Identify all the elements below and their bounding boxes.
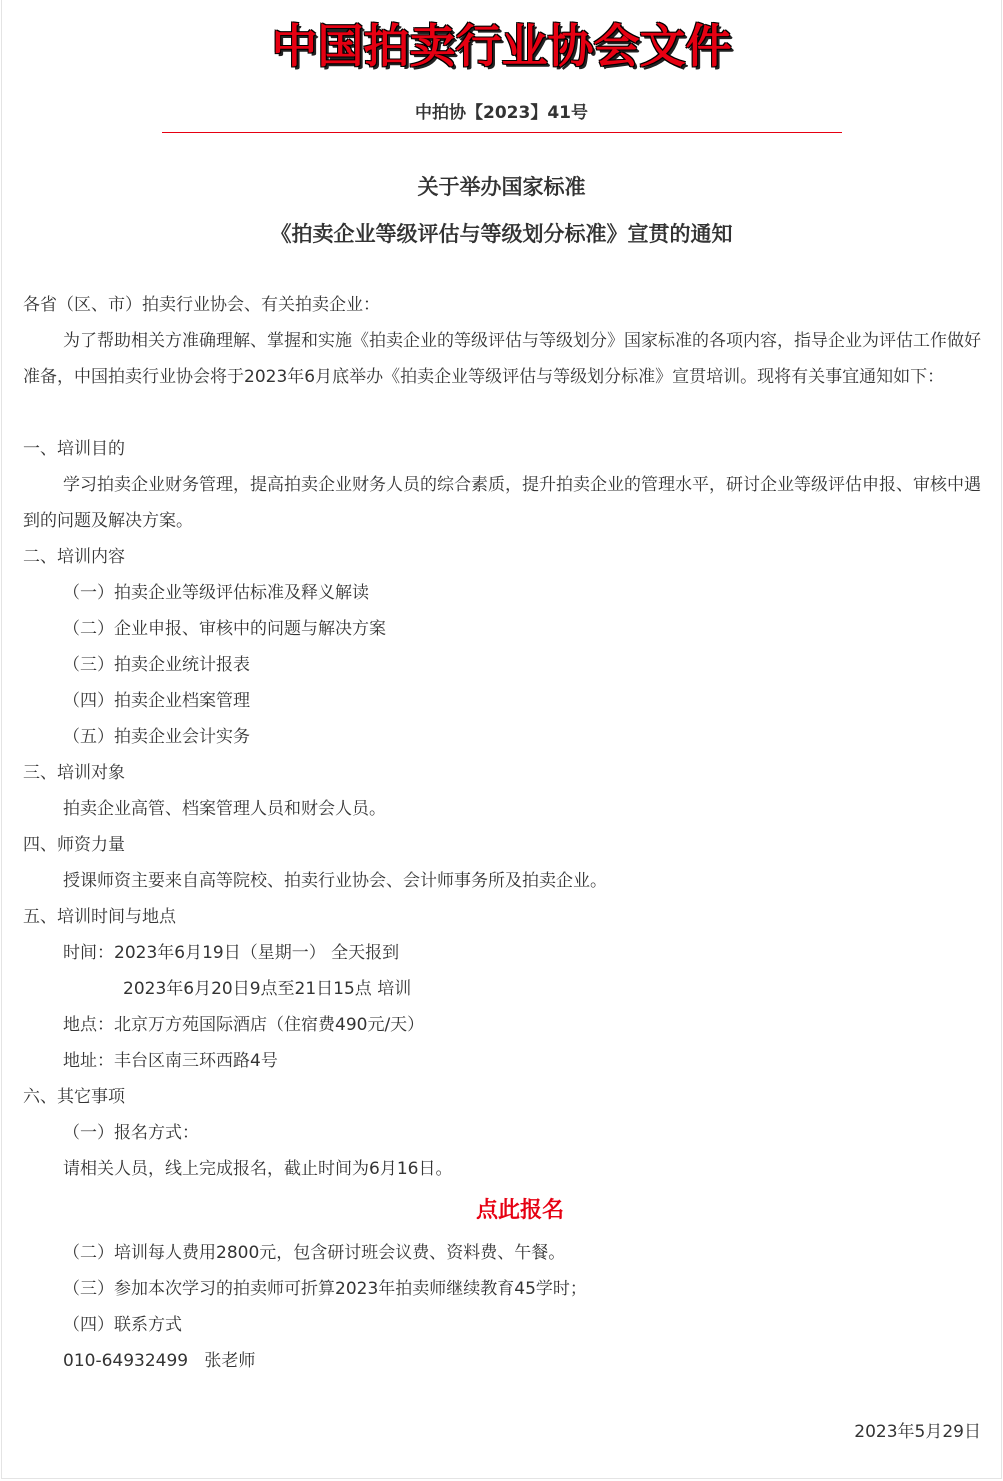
purpose-paragraph: 学习拍卖企业财务管理，提高拍卖企业财务人员的综合素质，提升拍卖企业的管理水平，研讨企业等级评估申报、审核中遇到的问题及解决方案。 — [23, 475, 981, 531]
contact-info: 010-64932499 张老师 — [63, 1351, 256, 1371]
intro-paragraph: 为了帮助相关方准确理解、掌握和实施《拍卖企业的等级评估与等级划分》国家标准的各项内容，指导企业为评估工作做好准备，中国拍卖行业协会将于2023年6月底举办《拍卖企业等级评估与等级划分标准》宣贯培训。现将有关事宜通知如下： — [23, 331, 981, 387]
issue-date: 2023年5月29日 — [854, 1422, 981, 1442]
faculty-text: 授课师资主要来自高等院校、拍卖行业协会、会计师事务所及拍卖企业。 — [63, 871, 607, 891]
content-item: （四）拍卖企业档案管理 — [63, 691, 250, 711]
content-item: （三）拍卖企业统计报表 — [63, 655, 250, 675]
address: 地址：丰台区南三环西路4号 — [63, 1051, 278, 1071]
credit-text: （三）参加本次学习的拍卖师可折算2023年拍卖师继续教育45学时； — [63, 1279, 587, 1299]
content-item: （一）拍卖企业等级评估标准及释义解读 — [63, 583, 369, 603]
audience-text: 拍卖企业高管、档案管理人员和财会人员。 — [63, 799, 386, 819]
section-heading-time-place: 五、培训时间与地点 — [23, 907, 176, 927]
signup-link[interactable]: 点此报名 — [475, 1198, 564, 1223]
notice-title-line2: 《拍卖企业等级评估与等级划分标准》宣贯的通知 — [270, 222, 733, 246]
time-training: 2023年6月20日9点至21日15点 培训 — [123, 979, 412, 999]
masthead-title: 中国拍卖行业协会文件 — [271, 19, 732, 73]
content-item: （二）企业申报、审核中的问题与解决方案 — [63, 619, 386, 639]
document-number: 中拍协【2023】41号 — [415, 103, 588, 123]
content-item: （五）拍卖企业会计实务 — [63, 727, 250, 747]
time-registration: 时间：2023年6月19日（星期一） 全天报到 — [63, 943, 400, 963]
section-heading-audience: 三、培训对象 — [23, 763, 125, 783]
registration-text: 请相关人员，线上完成报名，截止时间为6月16日。 — [63, 1159, 453, 1179]
section-heading-purpose: 一、培训目的 — [23, 439, 125, 459]
contact-label: （四）联系方式 — [63, 1315, 182, 1335]
notice-title-line1: 关于举办国家标准 — [417, 175, 586, 199]
salutation: 各省（区、市）拍卖行业协会、有关拍卖企业： — [23, 295, 380, 315]
venue: 地点：北京万方苑国际酒店（住宿费490元/天） — [63, 1015, 425, 1035]
registration-label: （一）报名方式： — [63, 1123, 199, 1143]
section-heading-content: 二、培训内容 — [23, 547, 125, 567]
section-heading-faculty: 四、师资力量 — [23, 835, 125, 855]
red-divider — [162, 132, 842, 133]
fee-text: （二）培训每人费用2800元，包含研讨班会议费、资料费、午餐。 — [63, 1243, 566, 1263]
section-heading-other: 六、其它事项 — [23, 1087, 125, 1107]
